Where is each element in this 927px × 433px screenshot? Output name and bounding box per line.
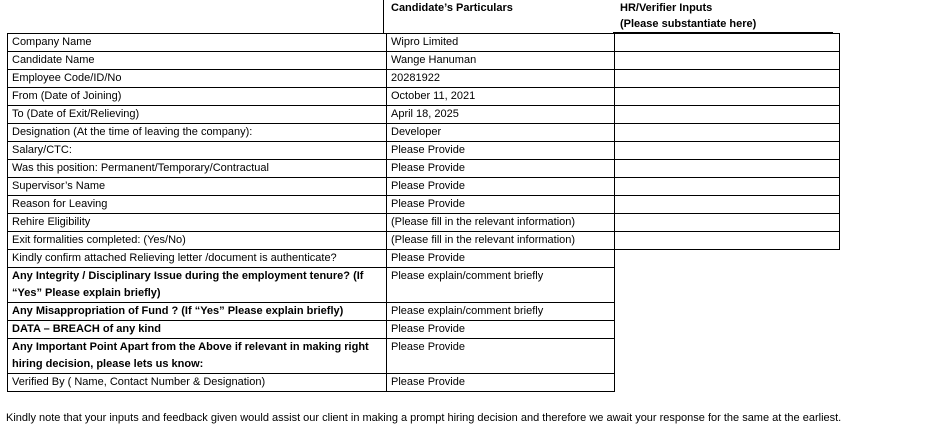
row-value: Please explain/comment briefly [387, 268, 615, 303]
hr-empty-cell [615, 321, 840, 339]
hr-empty-cell [615, 374, 840, 392]
table-row [8, 339, 840, 374]
row-label: Employee Code/ID/No [8, 70, 387, 88]
hr-empty-cell [615, 268, 840, 303]
table-row [8, 196, 840, 214]
table-row [8, 232, 840, 250]
header-hr-verifier-inputs: HR/Verifier Inputs [620, 2, 713, 14]
row-label: Any Important Point Apart from the Above if relevant in making right hiring decision, please lets us know: [8, 339, 387, 374]
row-value: October 11, 2021 [387, 88, 615, 106]
row-label: To (Date of Exit/Relieving) [8, 106, 387, 124]
hr-input-cell[interactable] [615, 88, 840, 106]
hr-input-cell[interactable] [615, 196, 840, 214]
row-value: Please Provide [387, 142, 615, 160]
row-label: Reason for Leaving [8, 196, 387, 214]
hr-input-cell[interactable] [615, 52, 840, 70]
hr-input-cell[interactable] [615, 70, 840, 88]
hr-input-cell[interactable] [615, 142, 840, 160]
table-row [8, 160, 840, 178]
hr-empty-cell [615, 339, 840, 374]
row-value: Please Provide [387, 160, 615, 178]
row-value: Please explain/comment briefly [387, 303, 615, 321]
table-row [8, 124, 840, 142]
table-row [8, 106, 840, 124]
row-value: 20281922 [387, 70, 615, 88]
table-row [8, 52, 840, 70]
row-label: Any Integrity / Disciplinary Issue during the employment tenure? (If “Yes” Please explain briefly) [8, 268, 387, 303]
row-label: Supervisor’s Name [8, 178, 387, 196]
table-row [8, 34, 840, 52]
hr-input-cell[interactable] [615, 232, 840, 250]
row-value: April 18, 2025 [387, 106, 615, 124]
hr-empty-cell [615, 303, 840, 321]
header-candidate-particulars: Candidate’s Particulars [391, 2, 513, 14]
hr-input-cell[interactable] [615, 106, 840, 124]
table-row [8, 214, 840, 232]
table-row [8, 178, 840, 196]
row-value: Wange Hanuman [387, 52, 615, 70]
row-value: Please Provide [387, 196, 615, 214]
table-row [8, 250, 840, 268]
table-row [8, 142, 840, 160]
row-value: Please Provide [387, 321, 615, 339]
row-label: DATA – BREACH of any kind [8, 321, 387, 339]
row-value: Please Provide [387, 339, 615, 374]
row-value: (Please fill in the relevant information) [387, 232, 615, 250]
hr-input-cell[interactable] [615, 178, 840, 196]
row-value: (Please fill in the relevant information) [387, 214, 615, 232]
row-label: Kindly confirm attached Relieving letter /document is authenticate? [8, 250, 387, 268]
row-label: Any Misappropriation of Fund ? (If “Yes” Please explain briefly) [8, 303, 387, 321]
footer-note: Kindly note that your inputs and feedback given would assist our client in making a prompt hiring decision and therefore we await your response for the same at the earliest. [6, 412, 842, 424]
row-label: Verified By ( Name, Contact Number & Designation) [8, 374, 387, 392]
row-label: Salary/CTC: [8, 142, 387, 160]
row-label: Company Name [8, 34, 387, 52]
row-value: Developer [387, 124, 615, 142]
table-row [8, 70, 840, 88]
hr-input-cell[interactable] [615, 214, 840, 232]
table-row [8, 374, 840, 392]
table-row [8, 268, 840, 303]
table-row [8, 88, 840, 106]
hr-empty-cell [615, 250, 840, 268]
row-label: Rehire Eligibility [8, 214, 387, 232]
row-label: Was this position: Permanent/Temporary/Contractual [8, 160, 387, 178]
row-label: Candidate Name [8, 52, 387, 70]
header-hr-substantiate: (Please substantiate here) [620, 18, 757, 30]
row-label: From (Date of Joining) [8, 88, 387, 106]
row-label: Designation (At the time of leaving the company): [8, 124, 387, 142]
verification-table [7, 33, 840, 392]
row-label: Exit formalities completed: (Yes/No) [8, 232, 387, 250]
row-value: Please Provide [387, 374, 615, 392]
header-divider [383, 0, 384, 33]
hr-input-cell[interactable] [615, 124, 840, 142]
row-value: Wipro Limited [387, 34, 615, 52]
hr-input-cell[interactable] [615, 34, 840, 52]
table-row [8, 303, 840, 321]
row-value: Please Provide [387, 250, 615, 268]
hr-input-cell[interactable] [615, 160, 840, 178]
table-row [8, 321, 840, 339]
row-value: Please Provide [387, 178, 615, 196]
